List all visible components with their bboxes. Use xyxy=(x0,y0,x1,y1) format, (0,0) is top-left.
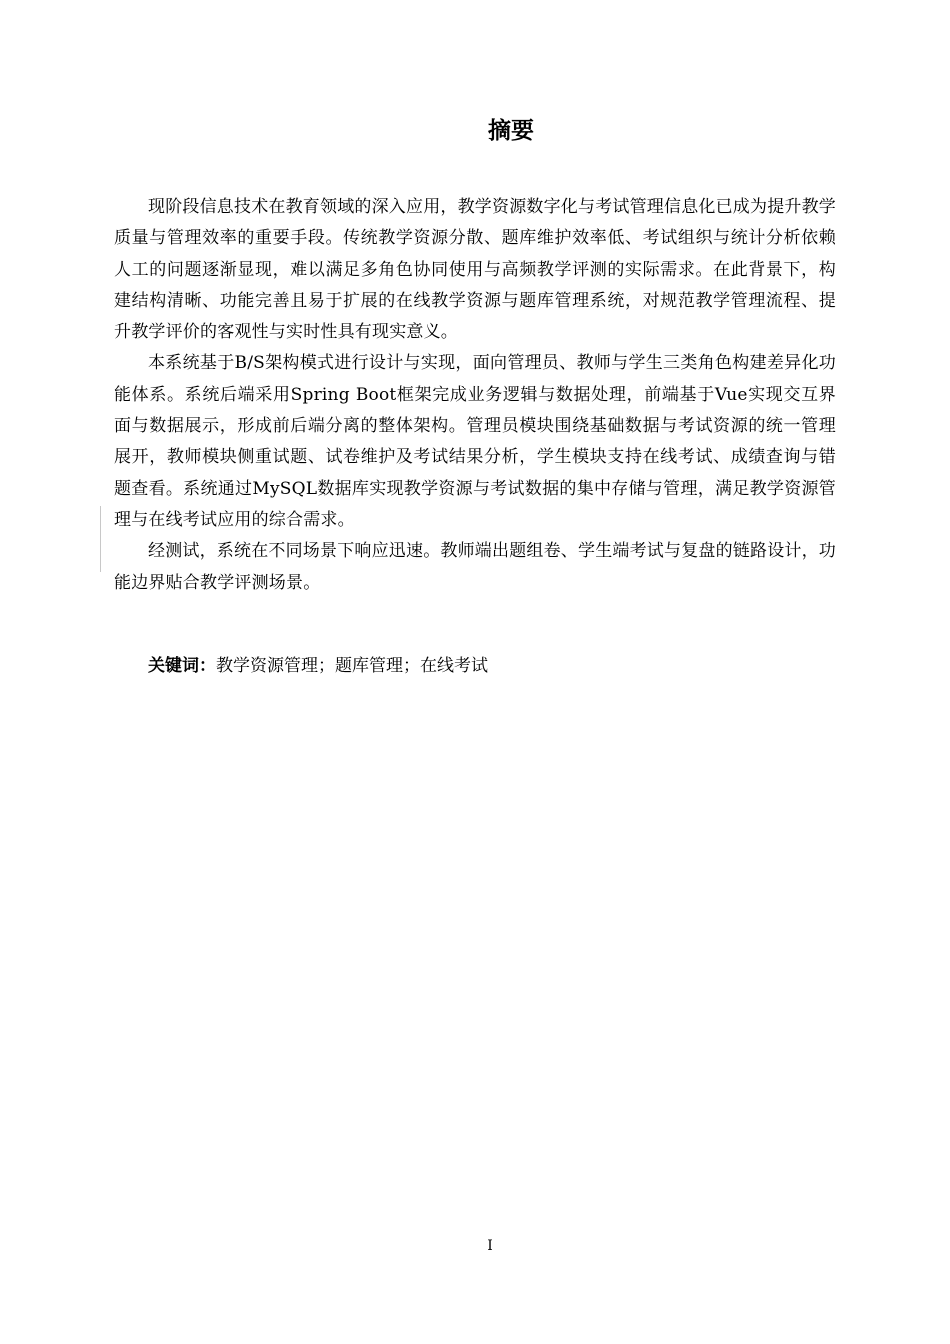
keywords-label: 关键词： xyxy=(148,656,216,676)
abstract-paragraph-1: 现阶段信息技术在教育领域的深入应用，教学资源数字化与考试管理信息化已成为提升教学质量与管理效率的重要手段。传统教学资源分散、题库维护效率低、考试组织与统计分析依赖人工的问题逐渐显现，难以满足多角色协同使用与高频教学评测的实际需求。在此背景下，构建结构清晰、功能完善且易于扩展的在线教学资源与题库管理系统，对规范教学管理流程、提升教学评价的客观性与实时性具有现实意义。 xyxy=(114,197,836,343)
revision-change-bar xyxy=(100,506,101,572)
abstract-paragraph-3: 经测试，系统在不同场景下响应迅速。教师端出题组卷、学生端考试与复盘的链路设计，功能边界贴合教学评测场景。 xyxy=(114,541,836,593)
keywords-value: 教学资源管理；题库管理；在线考试 xyxy=(216,656,488,676)
page-number: I xyxy=(487,1238,493,1254)
abstract-paragraph-2: 本系统基于B/S架构模式进行设计与实现，面向管理员、教师与学生三类角色构建差异化功能体系。系统后端采用Spring Boot框架完成业务逻辑与数据处理，前端基于Vue实现交互界面与数据展示，形成前后端分离的整体架构。管理员模块围绕基础数据与考试资源的统一管理展开，教师模块侧重试题、试卷维护及考试结果分析，学生模块支持在线考试、成绩查询与错题查看。系统通过MySQL数据库实现教学资源与考试数据的集中存储与管理，满足教学资源管理与在线考试应用的综合需求。 xyxy=(114,353,836,530)
abstract-title: 摘要 xyxy=(488,118,534,144)
keywords-line xyxy=(148,651,848,681)
abstract-body xyxy=(114,192,836,599)
